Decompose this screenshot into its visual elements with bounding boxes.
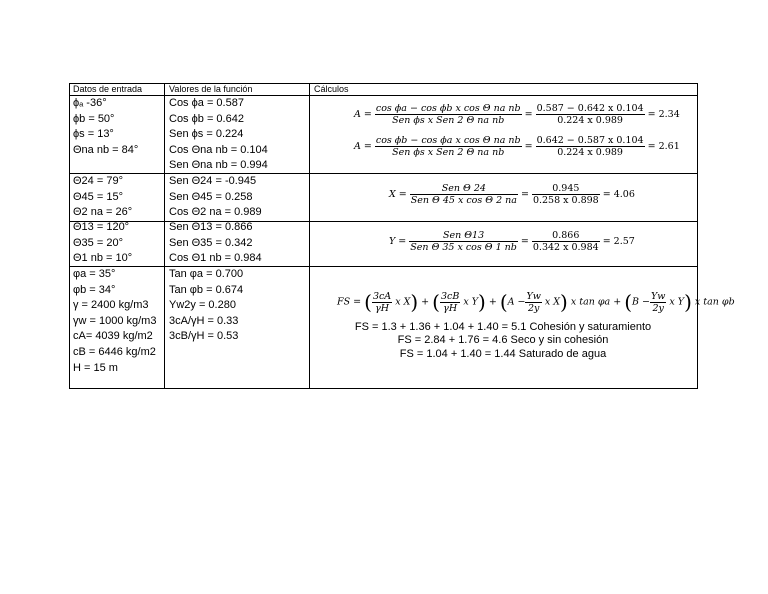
input-item: cB = 6446 kg/m2 — [73, 345, 156, 358]
input-item: γw = 1000 kg/m3 — [73, 314, 157, 327]
equation-x: X = $\frac{\text{Sen Θ 24}}{\text{Sen Θ 45 x cos Θ 2 na}}$ = $\frac{0.945}{0.258 x 0.898}$ = 4.06 — [389, 183, 635, 206]
value-item: 3cB/γH = 0.53 — [169, 330, 239, 343]
input-item: Θna nb = 84° — [73, 143, 139, 156]
value-item: Sen Θ24 = -0.945 — [169, 175, 257, 187]
value-item: 3cA/γH = 0.33 — [169, 314, 239, 327]
fs-result-1: FS = 1.3 + 1.36 + 1.04 + 1.40 = 5.1 Cohesión y saturamiento — [354, 321, 652, 333]
values-row-1 — [169, 96, 268, 174]
equation-a2: A = $\frac{\text{cos ϕb − cos ϕa x cos Θ na nb}}{\text{Sen ϕs x Sen 2 Θ na nb}}$ = $\frac{0.642 - 0.587 x 0.104}{0.224 x 0.989}$ = 2.61 — [354, 135, 680, 158]
table-divider — [164, 83, 165, 389]
value-item: Cos Θ2 na = 0.989 — [169, 206, 262, 219]
equation-a1: A = $\frac{\text{cos ϕa − cos ϕb x cos Θ na nb}}{\text{Sen ϕs x Sen 2 Θ na nb}}$ = $\frac{0.587 - 0.642 x 0.104}{0.224 x 0.989}$ = 2.34 — [354, 103, 680, 126]
value-item: Yw2y = 0.280 — [169, 299, 236, 312]
header-datos: Datos de entrada — [73, 84, 143, 94]
fs-formula: FS = ( $\frac{3cA}{\gamma H}$ x X) + ( $\frac{3cB}{\gamma H}$ x Y) + (A − $\frac{Yw}{2y}$ x X) x tan φa + (B − $\frac{Yw}{2y}$ x Y) x tan φb — [337, 290, 735, 314]
value-item: Cos ϕa = 0.587 — [169, 97, 244, 109]
input-item: Θ35 = 20° — [73, 236, 123, 249]
value-item: Tan φa = 0.700 — [169, 268, 244, 280]
input-item: Θ2 na = 26° — [73, 206, 133, 219]
value-item: Sen Θ13 = 0.866 — [169, 221, 253, 233]
input-item: φa = 35° — [73, 268, 116, 280]
value-item: Sen Θna nb = 0.994 — [169, 159, 268, 172]
inputs-row-4 — [73, 267, 156, 376]
input-item: ϕs = 13° — [73, 128, 114, 141]
value-item: Tan φb = 0.674 — [169, 283, 244, 296]
header-valores: Valores de la función — [169, 84, 253, 94]
equation-y: Y = $\frac{\text{Sen Θ13}}{\text{Sen Θ 35 x cos Θ 1 nb}}$ = $\frac{0.866}{0.342 x 0.984}$ = 2.57 — [389, 230, 635, 253]
values-row-2 — [169, 174, 262, 221]
header-calculos: Cálculos — [314, 84, 349, 94]
fs-result-3: FS = 1.04 + 1.40 = 1.44 Saturado de agua — [399, 348, 607, 360]
value-item: Cos Θna nb = 0.104 — [169, 143, 268, 156]
value-item: Cos ϕb = 0.642 — [169, 112, 244, 125]
input-item: ϕb = 50° — [73, 112, 115, 125]
value-item: Sen Θ45 = 0.258 — [169, 190, 253, 203]
inputs-row-3 — [73, 220, 132, 267]
inputs-row-1 — [73, 96, 138, 158]
input-item: ϕₐ -36° — [73, 97, 107, 109]
input-item: Θ45 = 15° — [73, 190, 123, 203]
input-item: Θ24 = 79° — [73, 175, 123, 187]
data-table — [69, 83, 735, 389]
input-item: γ = 2400 kg/m3 — [73, 299, 149, 312]
value-item: Sen ϕs = 0.224 — [169, 128, 244, 141]
values-row-3 — [169, 220, 262, 267]
input-item: cA= 4039 kg/m2 — [73, 330, 153, 343]
input-item: Θ1 nb = 10° — [73, 252, 133, 265]
input-item: Θ13 = 120° — [73, 221, 130, 233]
value-item: Sen Θ35 = 0.342 — [169, 236, 253, 249]
values-row-4 — [169, 267, 243, 345]
input-item: φb = 34° — [73, 283, 116, 296]
value-item: Cos Θ1 nb = 0.984 — [169, 252, 262, 265]
table-border — [69, 83, 70, 389]
fs-result-2: FS = 2.84 + 1.76 = 4.6 Seco y sin cohesión — [397, 334, 609, 346]
inputs-row-2 — [73, 174, 132, 221]
input-item: H = 15 m — [73, 361, 118, 374]
